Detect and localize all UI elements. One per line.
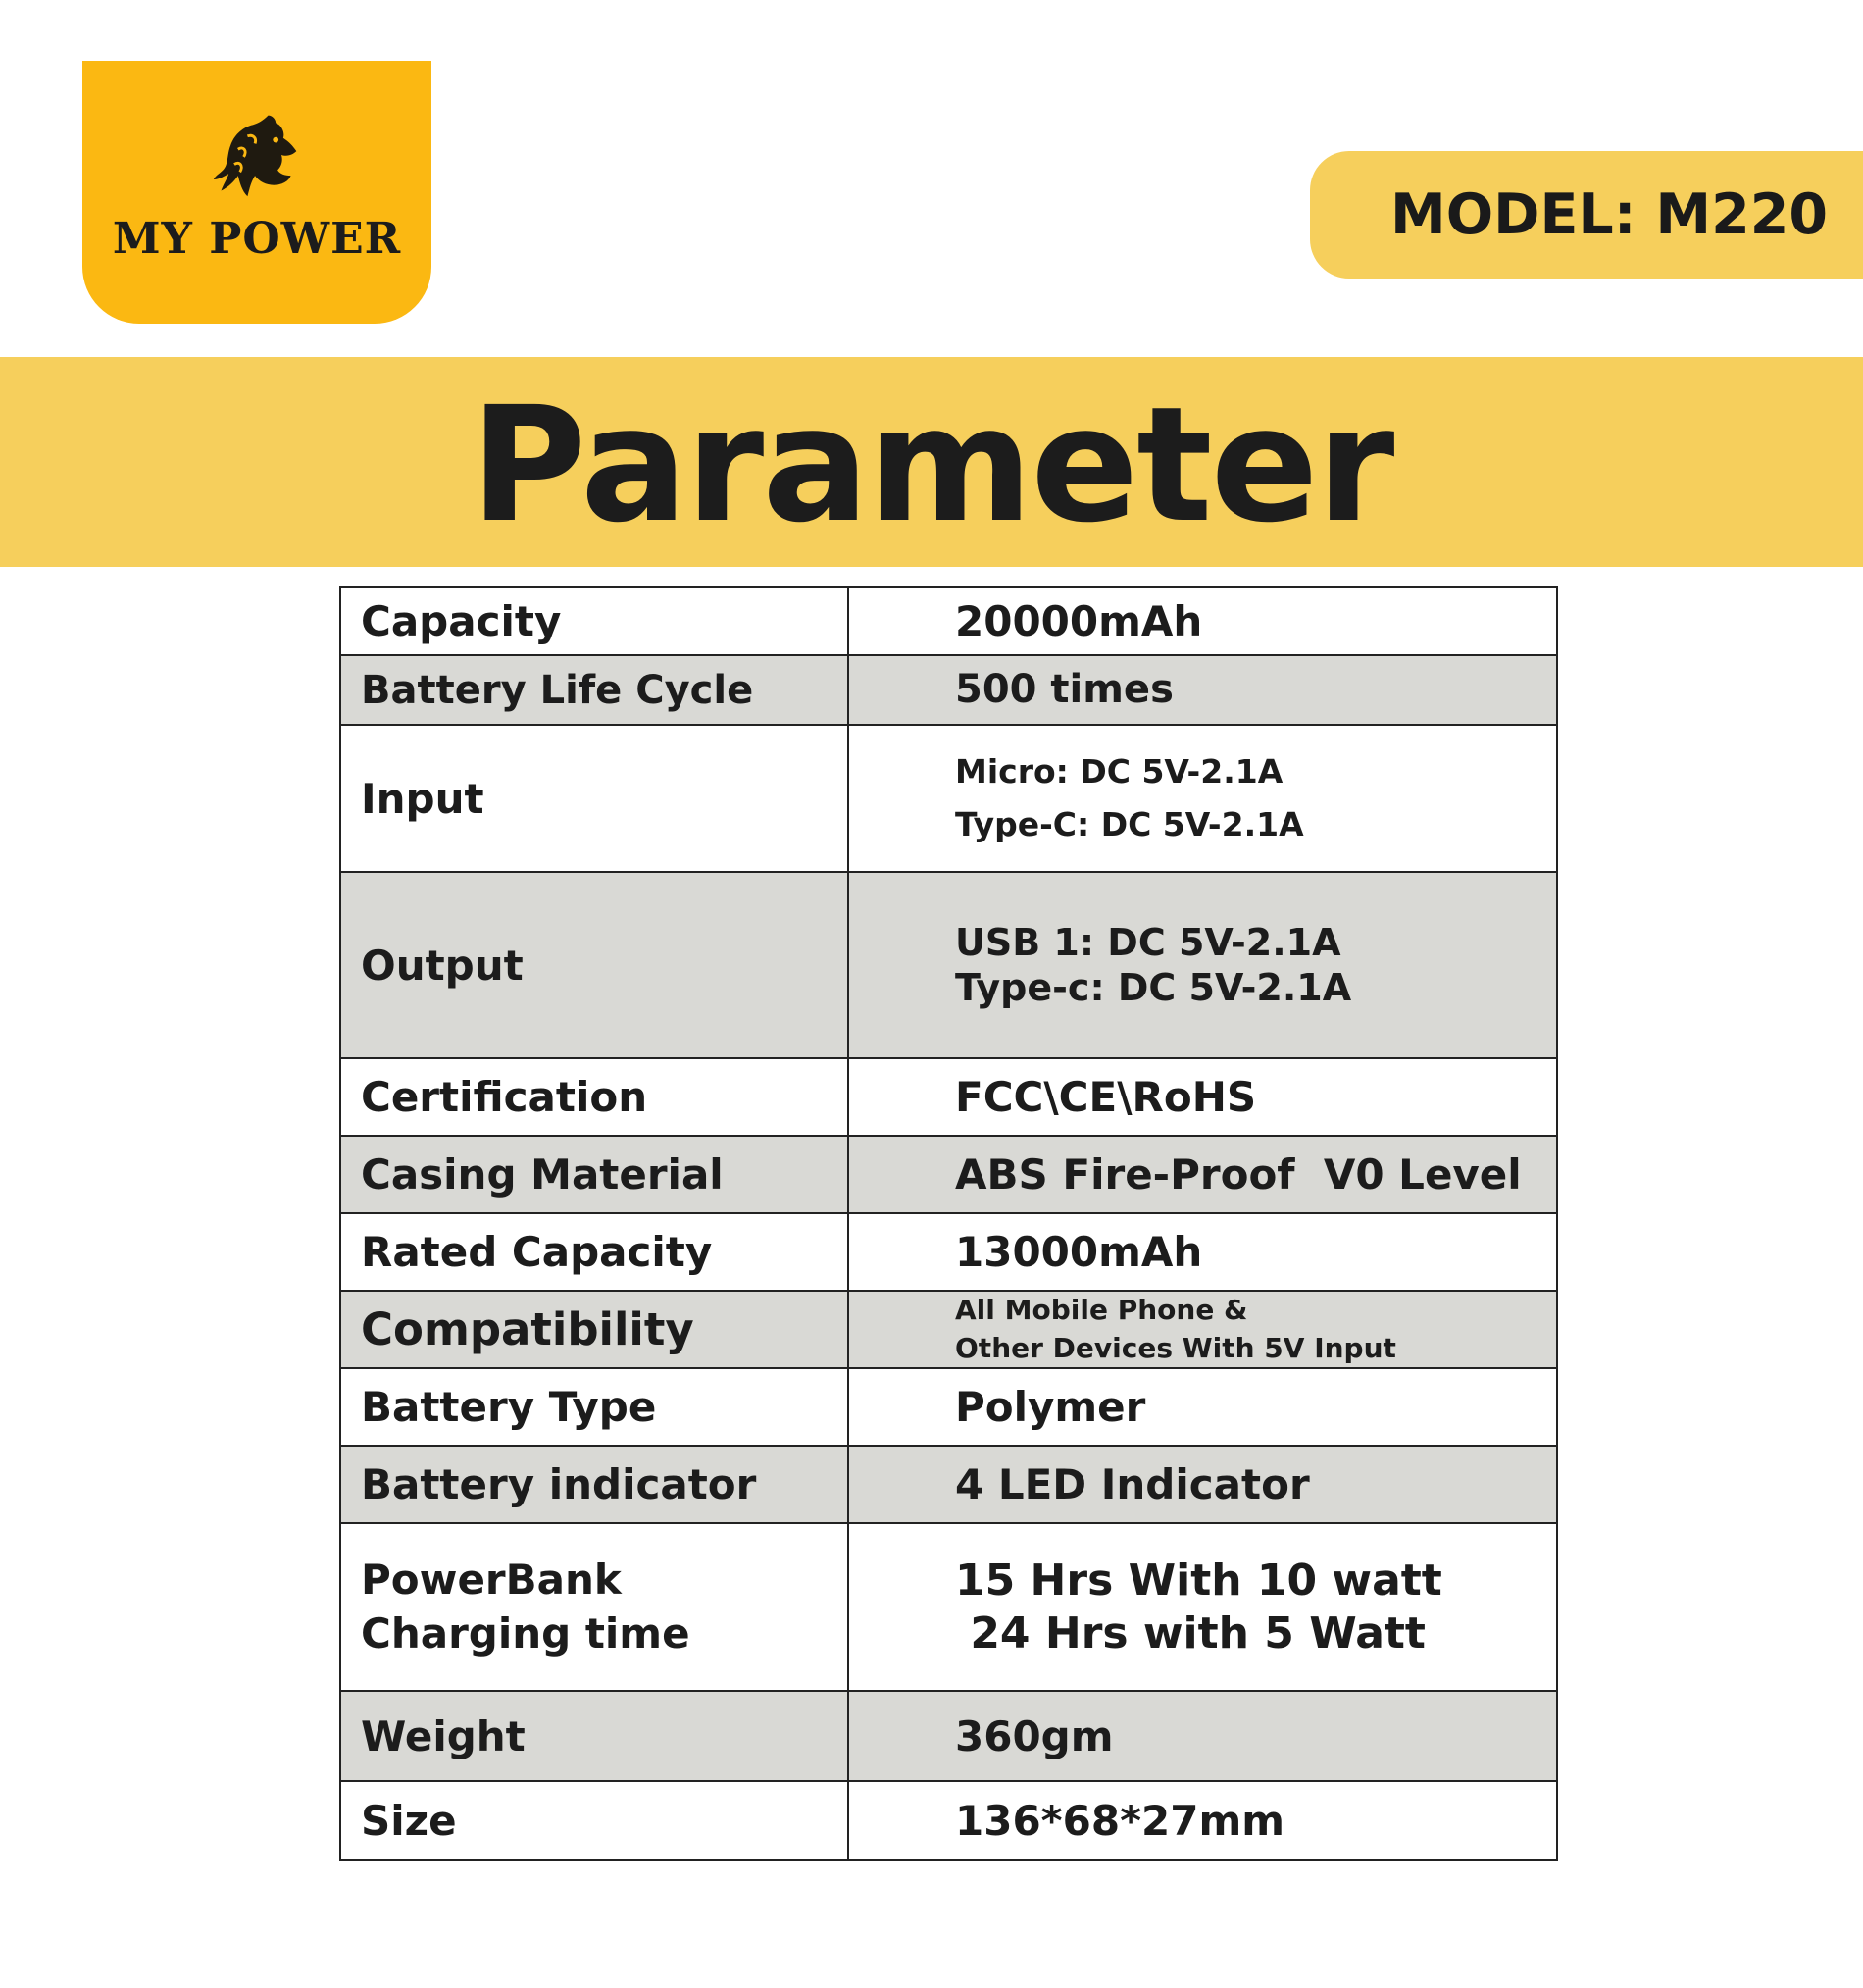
model-label: MODEL: M220 [1390, 182, 1829, 247]
spec-value [848, 1523, 1557, 1691]
spec-value-line: Type-c: DC 5V-2.1A [955, 966, 1352, 1009]
spec-value-line: Type-C: DC 5V-2.1A [955, 805, 1304, 843]
spec-value [848, 872, 1557, 1058]
table-row [340, 1291, 1557, 1368]
spec-table [339, 586, 1558, 1861]
spec-value [848, 1368, 1557, 1446]
spec-value-line: Polymer [955, 1383, 1146, 1432]
spec-label: Compatibility [340, 1291, 848, 1368]
spec-value-line: 13000mAh [955, 1227, 1203, 1276]
spec-label-line: Charging time [361, 1608, 690, 1657]
spec-label: Casing Material [340, 1136, 848, 1213]
spec-label: Capacity [340, 587, 848, 655]
spec-value [848, 655, 1557, 725]
spec-value-line: ABS Fire-Proof V0 Level [955, 1149, 1522, 1198]
table-row [340, 587, 1557, 655]
spec-label: Battery indicator [340, 1446, 848, 1523]
spec-value-line: Other Devices With 5V Input [955, 1331, 1396, 1364]
spec-value-line: 136*68*27mm [955, 1796, 1285, 1845]
horse-head-icon [210, 106, 304, 204]
table-row [340, 1058, 1557, 1136]
spec-value-line: 20000mAh [955, 596, 1203, 645]
table-row [340, 1781, 1557, 1860]
table-row [340, 1136, 1557, 1213]
spec-value [848, 725, 1557, 872]
title-banner [0, 357, 1863, 567]
brand-name: MY POWER [112, 214, 402, 264]
spec-value [848, 1213, 1557, 1291]
spec-label: Battery Life Cycle [340, 655, 848, 725]
table-row [340, 655, 1557, 725]
spec-value-line: 15 Hrs With 10 watt [955, 1555, 1442, 1606]
table-row [340, 1523, 1557, 1691]
table-row [340, 1368, 1557, 1446]
spec-value-line: USB 1: DC 5V-2.1A [955, 920, 1341, 964]
spec-value-line: FCC\CE\RoHS [955, 1072, 1257, 1121]
model-badge [1310, 151, 1863, 279]
spec-label-line: PowerBank [361, 1555, 622, 1605]
spec-label: Rated Capacity [340, 1213, 848, 1291]
spec-label: Certification [340, 1058, 848, 1136]
spec-value [848, 1058, 1557, 1136]
table-row [340, 1691, 1557, 1781]
spec-label: Output [340, 872, 848, 1058]
spec-value [848, 1291, 1557, 1368]
table-row [340, 1446, 1557, 1523]
spec-value [848, 1446, 1557, 1523]
brand-logo [82, 61, 431, 324]
spec-label: Weight [340, 1691, 848, 1781]
spec-value [848, 587, 1557, 655]
spec-label [340, 1523, 848, 1691]
spec-value-line: 24 Hrs with 5 Watt [955, 1607, 1426, 1658]
spec-value-line: 360gm [955, 1711, 1114, 1760]
spec-value [848, 1691, 1557, 1781]
table-row [340, 725, 1557, 872]
spec-value-line: Micro: DC 5V-2.1A [955, 751, 1284, 790]
table-row [340, 872, 1557, 1058]
spec-value-line: 500 times [955, 667, 1174, 713]
spec-label: Input [340, 725, 848, 872]
spec-label: Battery Type [340, 1368, 848, 1446]
spec-value-line: All Mobile Phone & [955, 1294, 1248, 1326]
spec-value [848, 1781, 1557, 1860]
page-title: Parameter [470, 374, 1393, 558]
spec-label: Size [340, 1781, 848, 1860]
spec-value-line: 4 LED Indicator [955, 1460, 1310, 1509]
spec-value [848, 1136, 1557, 1213]
table-row [340, 1213, 1557, 1291]
